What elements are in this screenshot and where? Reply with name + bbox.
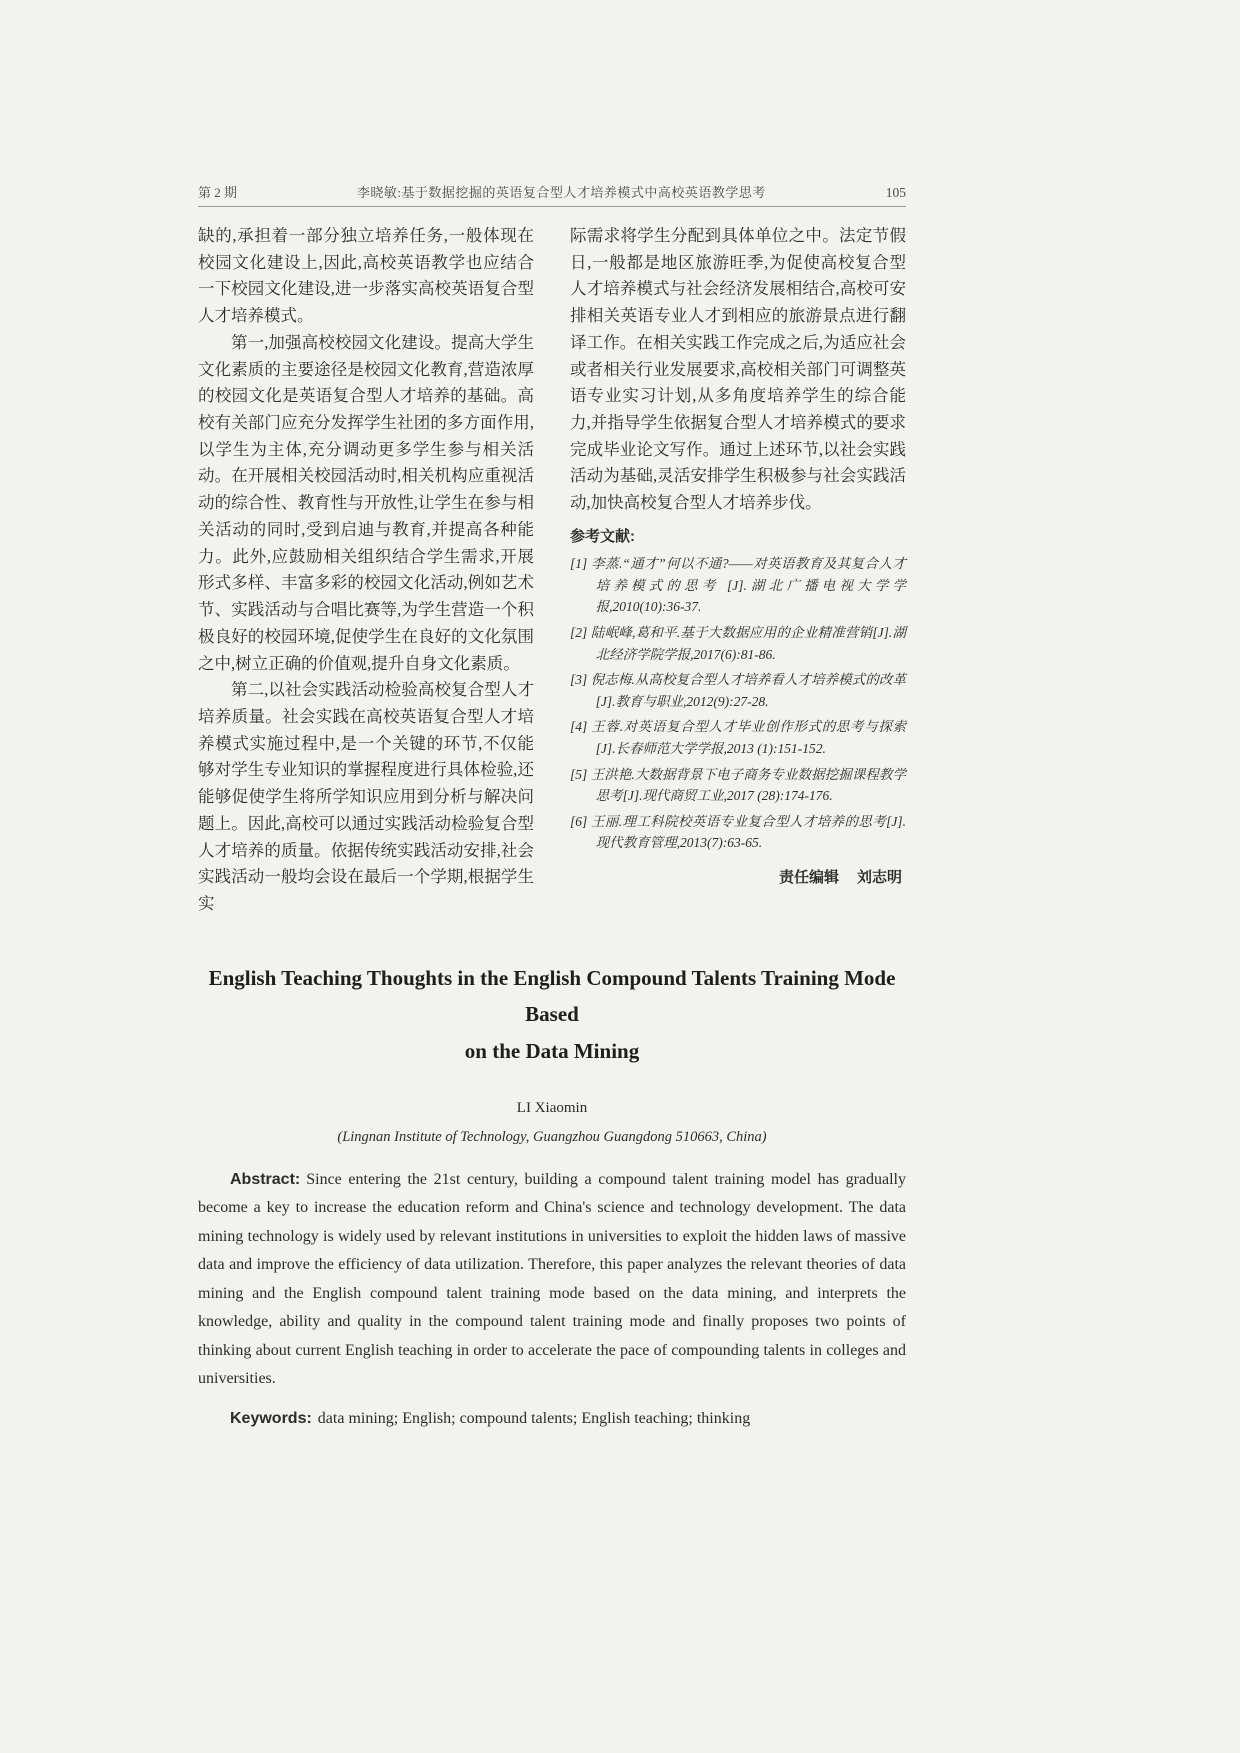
body-paragraph: 缺的,承担着一部分独立培养任务,一般体现在校园文化建设上,因此,高校英语教学也应结合一下校园文化建设,进一步落实高校英语复合型人才培养模式。 bbox=[198, 226, 534, 326]
abstract-paragraph bbox=[198, 1166, 906, 1394]
english-title-line1: English Teaching Thoughts in the English Compound Talents Training Mode Based bbox=[208, 965, 896, 1027]
reference-item: [3] 倪志梅.从高校复合型人才培养看人才培养模式的改革[J].教育与职业,2012(9):27-28. bbox=[570, 672, 906, 709]
author-name: LI Xiaomin bbox=[516, 1099, 588, 1116]
responsible-editor-line bbox=[570, 866, 906, 890]
header-page-number: 105 bbox=[885, 185, 906, 200]
reference-item: [1] 李蒸.“通才”何以不通?——对英语教育及其复合人才培养模式的思考 [J].湖北广播电视大学学报,2010(10):36-37. bbox=[570, 556, 906, 615]
references-heading: 参考文献: bbox=[570, 527, 635, 545]
reference-item: [6] 王丽.理工科院校英语专业复合型人才培养的思考[J].现代教育管理,2013(7):63-65. bbox=[570, 813, 906, 851]
body-paragraph: 第一,加强高校校园文化建设。提高大学生文化素质的主要途径是校园文化教育,营造浓厚的校园文化是英语复合型人才培养的基础。高校有关部门应充分发挥学生社团的多方面作用,以学生为主体,充分调动更多学生参与相关活动。在开展相关校园活动时,相关机构应重视活动的综合性、教育性与开放性,让学生在参与相关活动的同时,受到启迪与教育,并提高各种能力。此外,应鼓励相关组织结合学生需求,开展形式多样、丰富多彩的校园文化活动,例如艺术节、实践活动与合唱比赛等,为学生营造一个积极良好的校园环境,促使学生在良好的文化氛围之中,树立正确的价值观,提升自身文化素质。 bbox=[198, 332, 534, 673]
keywords-text: data mining; English; compound talents; English teaching; thinking bbox=[317, 1409, 751, 1427]
two-column-body bbox=[198, 223, 906, 918]
reference-item: [5] 王洪艳.大数据背景下电子商务专业数据挖掘课程教学思考[J].现代商贸工业,2017 (28):174-176. bbox=[570, 766, 906, 804]
header-running-title: 李晓敏:基于数据挖掘的英语复合型人才培养模式中高校英语教学思考 bbox=[356, 185, 766, 200]
body-paragraph: 第二,以社会实践活动检验高校复合型人才培养质量。社会实践在高校英语复合型人才培养模式实施过程中,是一个关键的环节,不仅能够对学生专业知识的掌握程度进行具体检验,还能够促使学生将所学知识应用到分析与解决问题上。因此,高校可以通过实践活动检验复合型人才培养的质量。依据传统实践活动安排,社会实践活动一般均会设在最后一个学期,根据学生实 bbox=[198, 680, 534, 913]
body-paragraph: 际需求将学生分配到具体单位之中。法定节假日,一般都是地区旅游旺季,为促使高校复合型人才培养模式与社会经济发展相结合,高校可安排相关英语专业人才到相应的旅游景点进行翻译工作。在相关实践工作完成之后,为适应社会或者相关行业发展要求,高校相关部门可调整英语专业实习计划,从多角度培养学生的综合能力,并指导学生依据复合型人才培养模式的要求完成毕业论文写作。通过上述环节,以社会实践活动为基础,灵活安排学生积极参与社会实践活动,加快高校复合型人才培养步伐。 bbox=[570, 226, 906, 513]
reference-item: [4] 王蓉.对英语复合型人才毕业创作形式的思考与探索[J].长春师范大学学报,2013 (1):151-152. bbox=[570, 719, 906, 756]
page-header bbox=[198, 182, 906, 207]
right-column bbox=[570, 223, 906, 918]
english-title-line2: on the Data Mining bbox=[464, 1039, 640, 1064]
keywords-label: Keywords: bbox=[230, 1409, 312, 1427]
page-content bbox=[198, 182, 906, 1428]
reference-item: [2] 陆岷峰,葛和平.基于大数据应用的企业精准营销[J].湖北经济学院学报,2017(6):81-86. bbox=[570, 624, 906, 662]
english-section bbox=[198, 960, 906, 1428]
abstract-text: Since entering the 21st century, building a compound talent training model has gradually become a key to increase the education reform and China's science and technology development. The data mining technology is widely used by relevant institutions in universities to exploit the hidden laws of massive data and improve the efficiency of data utilization. Therefore, this paper analyzes the relevant theories of data mining and the English compound talent training mode based on the data mining, and interprets the knowledge, ability and quality in the compound talent training mode and finally proposes two points of thinking about current English teaching in order to accelerate the pace of compounding talents in colleges and universities. bbox=[198, 1170, 906, 1388]
keywords-line bbox=[198, 1410, 906, 1428]
abstract-label: Abstract: bbox=[230, 1170, 301, 1188]
editor-name: 刘志明 bbox=[856, 868, 902, 886]
header-issue: 第 2 期 bbox=[198, 185, 238, 200]
editor-label: 责任编辑 bbox=[778, 868, 839, 886]
left-column bbox=[198, 223, 534, 918]
english-title bbox=[198, 960, 906, 1070]
author-affiliation: (Lingnan Institute of Technology, Guangzhou Guangdong 510663, China) bbox=[337, 1128, 767, 1145]
